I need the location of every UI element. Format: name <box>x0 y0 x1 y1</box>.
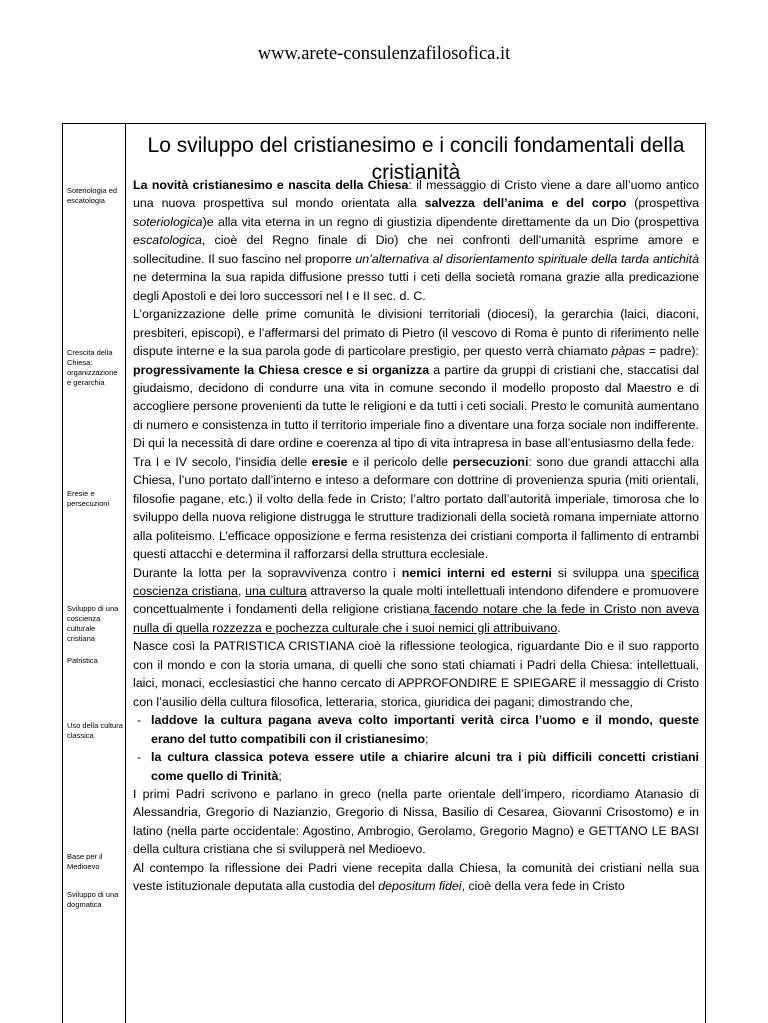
margin-note-crescita: Crescita della Chiesa: organizzazione e gerarchia <box>67 348 118 387</box>
text-run: = padre): <box>645 344 699 359</box>
content-frame <box>62 123 706 1023</box>
italic-run: soteriologica <box>133 214 203 229</box>
underlined-run: facendo notare che la fede in Cristo non aveva nulla di quella rozzezza e pochezza culturale che i suoi nemici gli attribuivano <box>133 602 699 635</box>
text-run: , <box>237 583 246 598</box>
margin-note-medioevo: Base per il Medioevo <box>67 852 103 871</box>
bullet-text: la cultura classica poteva essere utile a chiarire alcuni tra i più difficili concetti cristiani come quello di Trinità <box>151 750 699 783</box>
margin-note-dogmatica: Sviluppo di una dogmatica <box>67 890 119 909</box>
bold-run: progressivamente la Chiesa cresce e si organizza <box>133 362 430 377</box>
bullet-text: laddove la cultura pagana aveva colto importanti verità circa l’uomo e il mondo, queste erano del tutto compatibili con il cristianesimo <box>151 713 699 746</box>
margin-note-eresie: Eresie e persecuzioni <box>67 489 110 508</box>
paragraph-organizzazione <box>133 305 699 453</box>
margin-note-soteriologia: Soteriologia ed escatologia <box>67 186 118 205</box>
text-run: L’organizzazione delle prime comunità le divisioni territoriali (diocesi), la gerarchia (laici, diaconi, presbiteri, episcopi), e l’affermarsi del primato di Pietro (il vescovo di Roma è punto di riferimento nelle dispute interne e la sua parola gode di particolare prestigio, per questo verrà chiamato <box>133 307 699 359</box>
margin-note-coscienza: Sviluppo di una coscienza culturale cristiana <box>67 604 119 643</box>
bold-run: persecuzioni <box>452 454 529 469</box>
text-run: : il messaggio di Cristo viene a dare all’uomo antico una nuova prospettiva sul mondo orientata alla <box>133 178 699 211</box>
bullet-item: - laddove la cultura pagana aveva colto importanti verità circa l’uomo e il mondo, queste erano del tutto compatibili con il cristianesimo; <box>137 713 699 746</box>
text-run: si sviluppa una <box>551 565 651 580</box>
text-run: , cioè del Regno finale di Dio) che nei confronti dell’umanità esprime amore e sollecitudine. Il suo fascino nel proporre <box>133 233 699 266</box>
text-run: . <box>557 620 561 635</box>
paragraph-eresie <box>133 453 699 564</box>
bullet-dash: - <box>137 713 142 728</box>
paragraph-novita <box>133 176 699 305</box>
paragraph-dogmatica <box>133 859 699 896</box>
text-run: ne determina la sua rapida diffusione presso tutti i ceti della società romana grazie alla predicazione degli Apostoli e dei loro successori nel I e II sec. d. C. <box>133 270 699 303</box>
text-run: e il pericolo delle <box>347 454 453 469</box>
italic-run: un’alternativa al disorientamento spirituale della tarda antichità <box>355 251 700 266</box>
bold-run: nemici interni ed esterni <box>401 565 552 580</box>
bullet-item: - la cultura classica poteva essere utile a chiarire alcuni tra i più difficili concetti cristiani come quello di Trinità; <box>137 750 699 783</box>
paragraph-coscienza <box>133 564 699 638</box>
text-run: : sono due grandi attacchi alla Chiesa, l’uno portato dall’interno e inteso a deformare con dottrine di provenienza spuria (miti orientali, filosofie pagane, etc.) il volto della fede in Cristo; l’altro portato dall’autorità imperiale, timorosa che lo sviluppo della nuova religione distrugga le strutture tradizionali della società romana imperniate attorno alla politeismo. L’efficace opposizione e ferma resistenza dei cristiani comporta il fallimento di entrambi questi attacchi e determina il rafforzarsi della struttura ecclesiale. <box>133 454 699 562</box>
page-title: Lo sviluppo del cristianesimo e i concili fondamentali della cristianità <box>147 134 685 184</box>
bold-run: eresie <box>311 454 348 469</box>
italic-run: pàpas <box>611 344 646 359</box>
paragraph-padri: I primi Padri scrivono e parlano in greco (nella parte orientale dell’impero, ricordiamo Atanasio di Alessandria, Gregorio di Nazianzio, Gregorio di Nissa, Basilio di Cesarea, Giovanni Crisostomo) e in latino (nella parte occidentale: Agostino, Ambrogio, Gerolamo, Gregorio Magno) e GETTANO LE BASI della cultura cristiana che si svilupperà nel Medioevo. <box>133 786 699 857</box>
text-run: Tra I e IV secolo, l’insidia delle <box>133 454 312 469</box>
column-divider <box>125 124 126 1023</box>
underlined-run: una cultura <box>245 583 307 598</box>
text-run: )e alla vita eterna in un regno di giustizia dipendente direttamente da un Dio (prospettiva <box>202 214 699 229</box>
body-text <box>133 176 699 896</box>
paragraph-patristica: Nasce così la PATRISTICA CRISTIANA cioè la riflessione teologica, riguardante Dio e il suo rapporto con il mondo e con la storia umana, di quelli che sono stati chiamati i Padri della Chiesa: intellettuali, laici, monaci, ecclesiastici che hanno cercato di APPROFONDIRE E SPIEGARE il messaggio di Cristo con l’ausilio della cultura filosofica, letteraria, storica, giuridica dei pagani; dimostrando che, <box>133 639 699 709</box>
bold-heading-novita: La novità cristianesimo e nascita della Chiesa <box>133 178 409 192</box>
margin-note-cultura-classica: Uso della cultura classica <box>67 721 123 740</box>
text-run: Al contempo la riflessione dei Padri viene recepita dalla Chiesa, la comunità dei cristiani nella sua veste istituzionale deputata alla custodia del <box>133 860 699 894</box>
italic-run: depositum fidei <box>378 879 462 894</box>
text-run: (prospettiva <box>626 196 700 211</box>
bullet-list <box>133 711 699 785</box>
text-run: a partire da gruppi di cristiani che, staccatisi dal giudaismo, decidono di condurre una vita in comune secondo il modello proposto dal Maestro e di accogliere persone provenienti da tutte le religioni e da tutti i ceti sociali. Presto le comunità aumentano di numero e consistenza in tutto il territorio imperiale fino a diventare una forza sociale non indifferente. Di qui la necessità di dare ordine e coerenza al tipo di vita intrapresa in base all’entusiasmo della fede. <box>133 362 699 451</box>
bold-run: salvezza dell’anima e del corpo <box>424 196 627 211</box>
text-run: , cioè della vera fede in Cristo <box>461 879 625 894</box>
text-run: Durante la lotta per la sopravvivenza contro i <box>133 565 402 580</box>
underlined-run: specifica coscienza cristiana <box>133 565 699 598</box>
italic-run: escatologica <box>133 233 202 248</box>
margin-note-patristica: Patristica <box>67 656 98 665</box>
text-run: attraverso la quale molti intellettuali intendono difendere e promuovere concettualmente i fondamenti della religione cristiana <box>133 583 699 617</box>
bullet-dash: - <box>137 750 142 765</box>
site-header: www.arete-consulenzafilosofica.it <box>257 44 511 64</box>
